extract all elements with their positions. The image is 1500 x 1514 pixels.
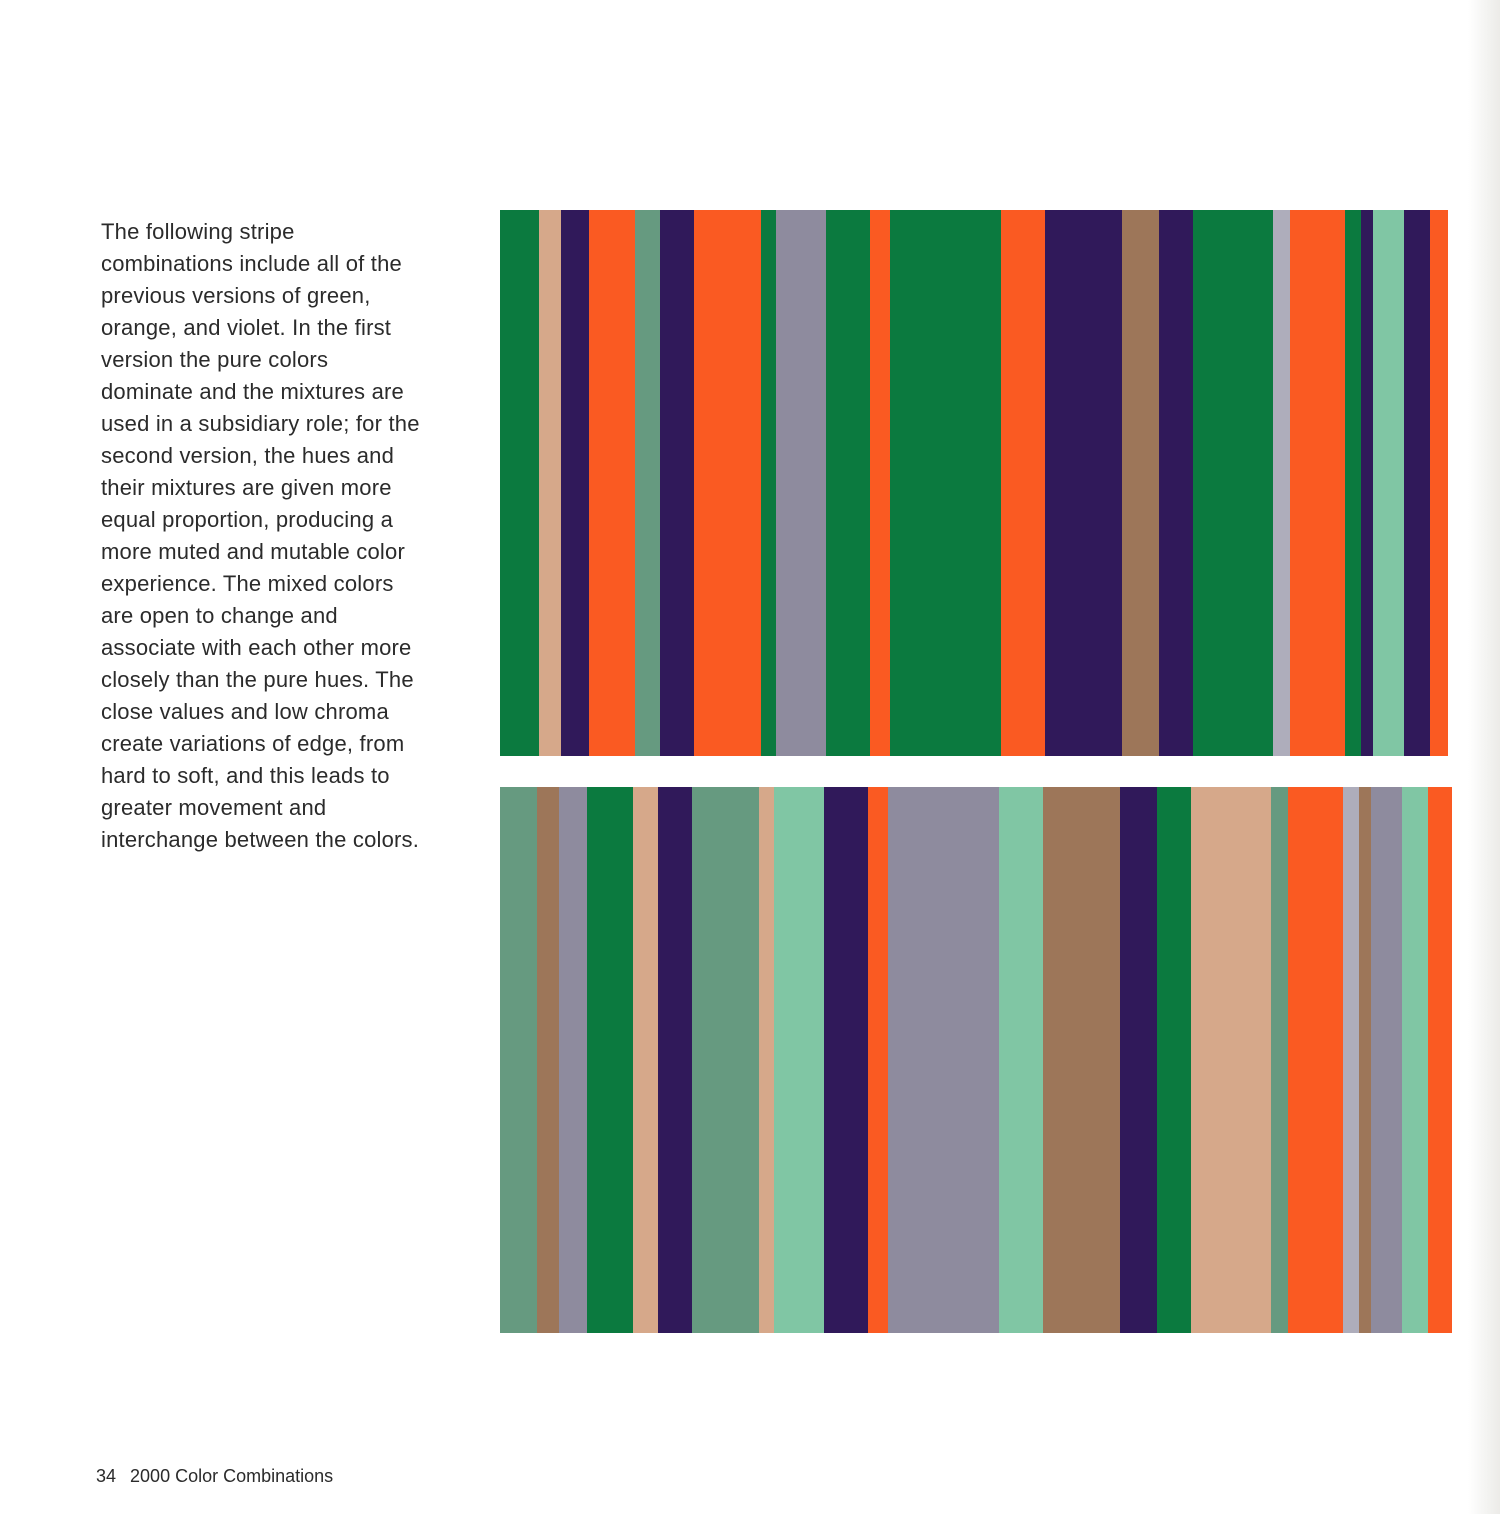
stripe	[694, 210, 761, 756]
stripe	[559, 787, 587, 1333]
text-line: are open to change and	[101, 603, 338, 628]
stripe	[1359, 787, 1371, 1333]
stripe	[761, 210, 776, 756]
text-line: version the pure colors	[101, 347, 329, 372]
stripe	[1045, 210, 1122, 756]
stripe	[1193, 210, 1273, 756]
stripe	[1001, 210, 1045, 756]
stripe	[1288, 787, 1343, 1333]
stripe	[1273, 210, 1290, 756]
stripe	[868, 787, 888, 1333]
stripe	[500, 210, 539, 756]
stripe	[1345, 210, 1361, 756]
stripe	[1428, 787, 1452, 1333]
stripe	[1402, 787, 1428, 1333]
text-line: create variations of edge, from	[101, 731, 405, 756]
stripe	[1157, 787, 1191, 1333]
stripe	[824, 787, 868, 1333]
stripe	[633, 787, 658, 1333]
stripe	[759, 787, 774, 1333]
text-line: used in a subsidiary role; for the	[101, 411, 420, 436]
text-line: experience. The mixed colors	[101, 571, 394, 596]
stripe	[539, 210, 561, 756]
text-line: more muted and mutable color	[101, 539, 405, 564]
text-line: closely than the pure hues. The	[101, 667, 414, 692]
text-line: dominate and the mixtures are	[101, 379, 404, 404]
stripe	[1404, 210, 1430, 756]
stripe	[1373, 210, 1404, 756]
text-line: The following stripe	[101, 219, 295, 244]
stripe	[1120, 787, 1157, 1333]
stripe	[1361, 210, 1373, 756]
body-paragraph	[101, 216, 453, 856]
text-line: close values and low chroma	[101, 699, 389, 724]
stripe	[826, 210, 870, 756]
text-line: previous versions of green,	[101, 283, 371, 308]
stripe	[888, 787, 999, 1333]
page-footer	[96, 1466, 333, 1487]
text-line: hard to soft, and this leads to	[101, 763, 390, 788]
stripe	[537, 787, 559, 1333]
stripe	[1371, 787, 1402, 1333]
stripe	[774, 787, 824, 1333]
stripe	[1191, 787, 1271, 1333]
stripe	[660, 210, 694, 756]
stripe-panel-version-1	[500, 210, 1448, 756]
stripe	[1159, 210, 1193, 756]
stripe	[635, 210, 660, 756]
text-line: combinations include all of the	[101, 251, 402, 276]
stripe	[776, 210, 826, 756]
stripe	[1043, 787, 1120, 1333]
stripe	[587, 787, 633, 1333]
text-line: associate with each other more	[101, 635, 412, 660]
text-line: orange, and violet. In the first	[101, 315, 392, 340]
stripe	[692, 787, 759, 1333]
page-number: 34	[96, 1466, 117, 1486]
stripe-panel-version-2	[500, 787, 1448, 1333]
stripe	[890, 210, 1001, 756]
stripe	[589, 210, 635, 756]
stripe	[1430, 210, 1448, 756]
text-line: greater movement and	[101, 795, 327, 820]
stripe	[1122, 210, 1159, 756]
stripe	[500, 787, 537, 1333]
text-line: equal proportion, producing a	[101, 507, 394, 532]
stripe	[1290, 210, 1345, 756]
stripe	[1343, 787, 1359, 1333]
book-title: 2000 Color Combinations	[130, 1466, 334, 1486]
stripe	[561, 210, 589, 756]
text-line: their mixtures are given more	[101, 475, 392, 500]
page-edge-shadow	[1468, 0, 1500, 1514]
stripe	[870, 210, 890, 756]
stripe	[658, 787, 692, 1333]
text-line: interchange between the colors.	[101, 827, 420, 852]
stripe	[999, 787, 1043, 1333]
text-line: second version, the hues and	[101, 443, 395, 468]
stripe	[1271, 787, 1288, 1333]
